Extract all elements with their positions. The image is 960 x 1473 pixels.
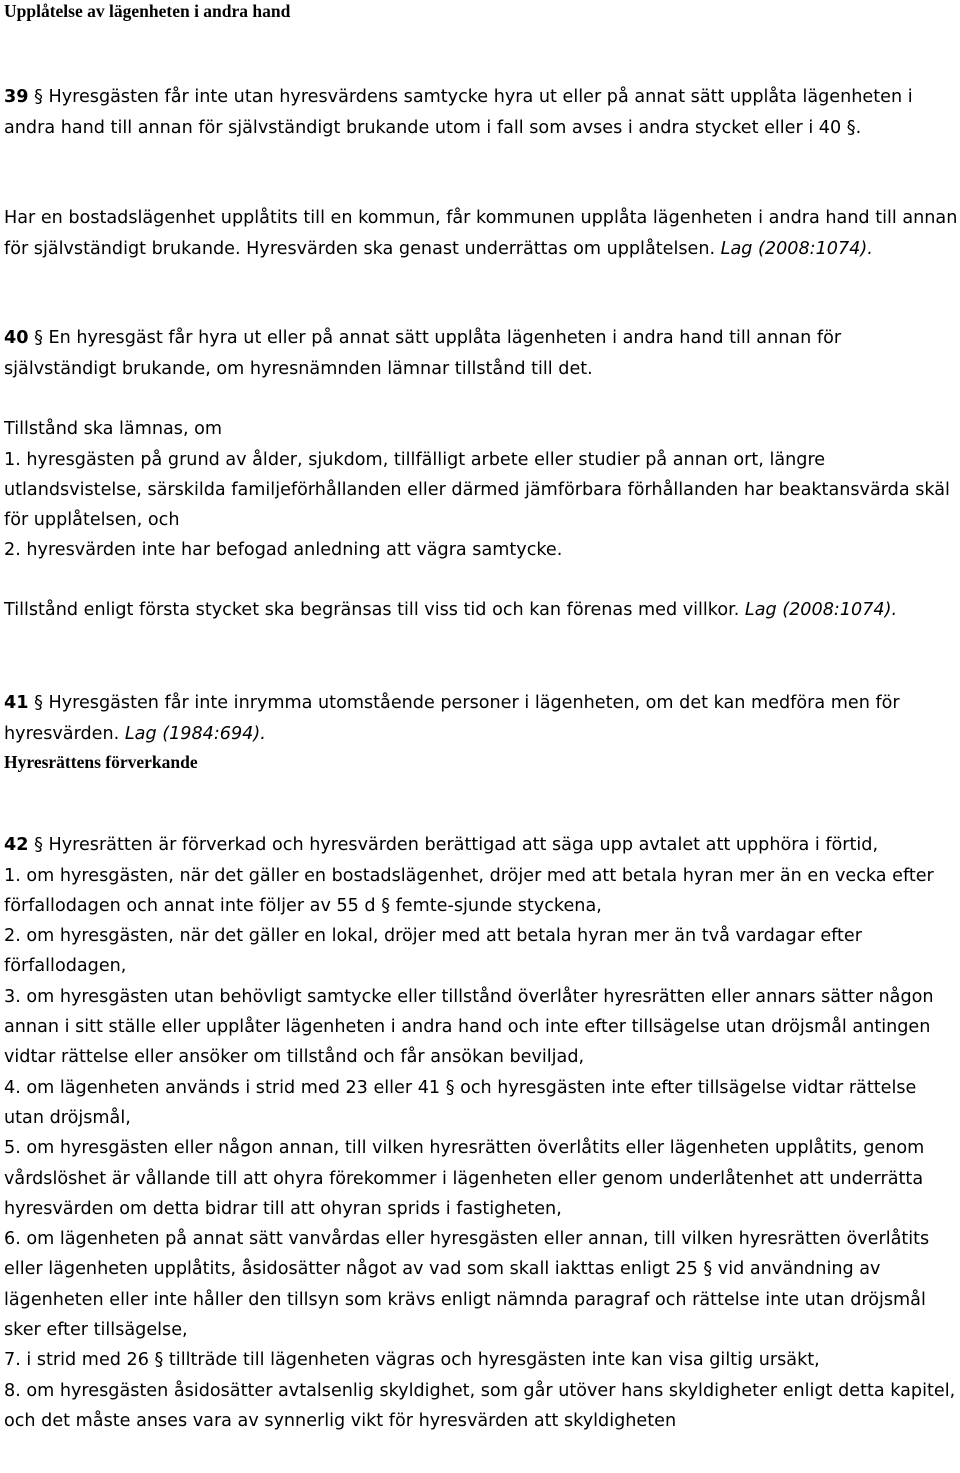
section-sign: §: [34, 328, 43, 349]
section-sign: §: [445, 1077, 455, 1098]
paragraph-39: [4, 52, 958, 173]
paragraph-39-second-text: Har en bostadslägenhet upplåtits till en kommun, får kommunen upplåta lägenheten i andra hand till annan för självständigt brukande. Hyresvärden ska genast underrättas om upplåtelsen.: [4, 208, 958, 259]
section-number-39: 39: [4, 87, 29, 108]
list-items: tillträde till lägenheten vägras och hyresgästen inte kan visa giltig ursäkt, 8. om hyresgästen åsidosätter avtalsenlig skyldighet, som går utöver hans skyldigheter enligt detta kapitel, och det måste anses vara av synnerlig vikt för hyresvärden att skyldigheten: [4, 1350, 956, 1431]
law-reference: Lag (1984:694).: [124, 723, 266, 744]
section-heading-subletting: Upplåtelse av lägenheten i andra hand: [4, 1, 291, 21]
list-item: 1. om hyresgästen, när det gäller en bostadslägenhet, dröjer med att betala hyran mer än en vecka efter förfallodagen och annat inte följer av 55 d: [4, 865, 934, 916]
paragraph-39-end: .: [855, 117, 862, 138]
section-sign: §: [34, 87, 43, 108]
paragraph-39-second: [4, 173, 958, 294]
paragraph-42: [4, 800, 958, 1467]
section-sign: §: [703, 1259, 713, 1280]
section-number-42: 42: [4, 835, 29, 856]
list-items: vid användning av lägenheten eller inte håller den tillsyn som krävs enligt nämnda paragraf och rättelse inte utan dröjsmål sker efter tillsägelse, 7. i strid med 26: [4, 1259, 926, 1371]
paragraph-39-text: [4, 82, 958, 143]
section-sign: §: [846, 117, 856, 138]
paragraph-42-intro: Hyresrätten är förverkad och hyresvärden berättigad att säga upp avtalet att upphöra i förtid,: [48, 835, 879, 856]
paragraph-40-third-text: Tillstånd enligt första stycket ska begränsas till viss tid och kan förenas med villkor.: [4, 600, 740, 621]
law-reference: Lag (2008:1074).: [720, 238, 873, 259]
list-items: och hyresgästen inte efter tillsägelse vidtar rättelse utan dröjsmål, 5. om hyresgästen eller någon annan, till vilken hyresrätten överlåtits eller lägenheten upplåtits, genom vårdslöshet är vållande till att ohyra förekommer i lägenheten eller genom underlåtenhet att underrätta hyresvärden om detta bidrar till att ohyran sprids i fastigheten, 6. om lägenheten på annat sätt vanvårdas eller hyresgästen eller annan, till vilken hyresrätten överlåtits eller lägenheten upplåtits, åsidosätter något av vad som skall iakttas enligt 25: [4, 1077, 930, 1280]
section-heading-forfeiture: Hyresrättens förverkande: [4, 752, 198, 772]
list-items: 2. om hyresgästen, när det gäller en lokal, dröjer med att betala hyran mer än två vardagar efter förfallodagen, 3. om hyresgästen utan behövligt samtycke eller tillstånd överlåter hyresrätten eller annars sätter någon annan i sitt ställe eller upplåter lägenheten i andra hand och inte efter tillsägelse utan dröjsmål antingen vidtar rättelse eller ansöker om tillstånd och får ansökan beviljad, 4. om lägenheten används i strid med 23 eller 41: [4, 926, 934, 1098]
section-sign: §: [154, 1350, 164, 1371]
paragraph-40-conditions-text: Tillstånd ska lämnas, om 1. hyresgästen på grund av ålder, sjukdom, tillfälligt arbete eller studier på annan ort, längre utlandsvistelse, särskilda familjeförhållanden eller därmed jämförbara förhållanden har beaktansvärda skäl för upplåtelsen, och 2. hyresvärden inte har befogad anledning att vägra samtycke.: [4, 419, 950, 561]
paragraph-40-text: En hyresgäst får hyra ut eller på annat sätt upplåta lägenheten i andra hand till annan för självständigt brukande, om hyresnämnden lämnar tillstånd till det.: [4, 328, 842, 379]
section-number-41: 41: [4, 693, 29, 714]
section-sign: §: [34, 693, 43, 714]
paragraph-40-third: [4, 565, 958, 656]
section-sign: §: [381, 895, 390, 916]
section-sign: §: [34, 835, 43, 856]
paragraph-39-body: Hyresgästen får inte utan hyresvärdens samtycke hyra ut eller på annat sätt upplåta lägenheten i andra hand till annan för självständigt brukande utom i fall som avses i andra stycket eller i 40: [4, 87, 913, 138]
paragraph-41-text: Hyresgästen får inte inrymma utomstående personer i lägenheten, om det kan medföra men för hyresvärden.: [4, 693, 900, 744]
section-number-40: 40: [4, 328, 29, 349]
law-reference: Lag (2008:1074).: [744, 600, 898, 621]
list-item-end: femte-sjunde styckena,: [395, 895, 602, 916]
